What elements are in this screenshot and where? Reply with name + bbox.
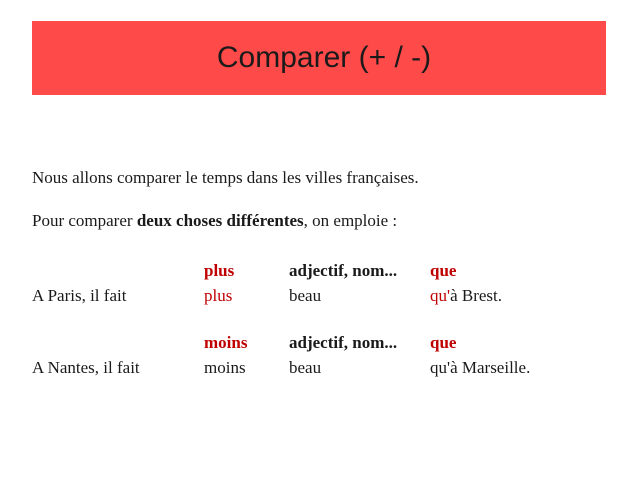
slide-title: Comparer (+ / -) [216, 41, 432, 74]
pattern-adverb-moins: moins [204, 333, 248, 352]
pattern-conj-moins: que [430, 333, 457, 352]
example-rest-paris: à Brest. [450, 286, 503, 305]
example-adjective-nantes: beau [289, 358, 322, 377]
example-subject-paris: A Paris, il fait [32, 286, 127, 305]
intro-text: Nous allons comparer le temps dans les villes françaises. [32, 168, 419, 187]
example-rest-nantes: à Marseille. [450, 358, 531, 377]
rule-suffix: , on emploie : [303, 211, 398, 230]
example-adjective-paris: beau [289, 286, 322, 305]
example-comparison-nantes [430, 358, 530, 378]
pattern-middle-moins: adjectif, nom... [289, 333, 398, 352]
title-banner [32, 21, 606, 95]
example-adverb-plus: plus [204, 286, 233, 305]
example-subject-nantes: A Nantes, il fait [32, 358, 140, 377]
pattern-middle-plus: adjectif, nom... [289, 261, 398, 280]
example-comparison-paris [430, 286, 502, 306]
rule-prefix: Pour comparer [32, 211, 137, 230]
example-conj-paris: qu' [430, 286, 451, 305]
rule-text [32, 211, 397, 231]
rule-emphasis: deux choses différentes [136, 211, 304, 230]
pattern-adverb-plus: plus [204, 261, 235, 280]
example-adverb-moins: moins [204, 358, 246, 377]
pattern-conj-plus: que [430, 261, 457, 280]
example-conj-nantes: qu' [430, 358, 451, 377]
